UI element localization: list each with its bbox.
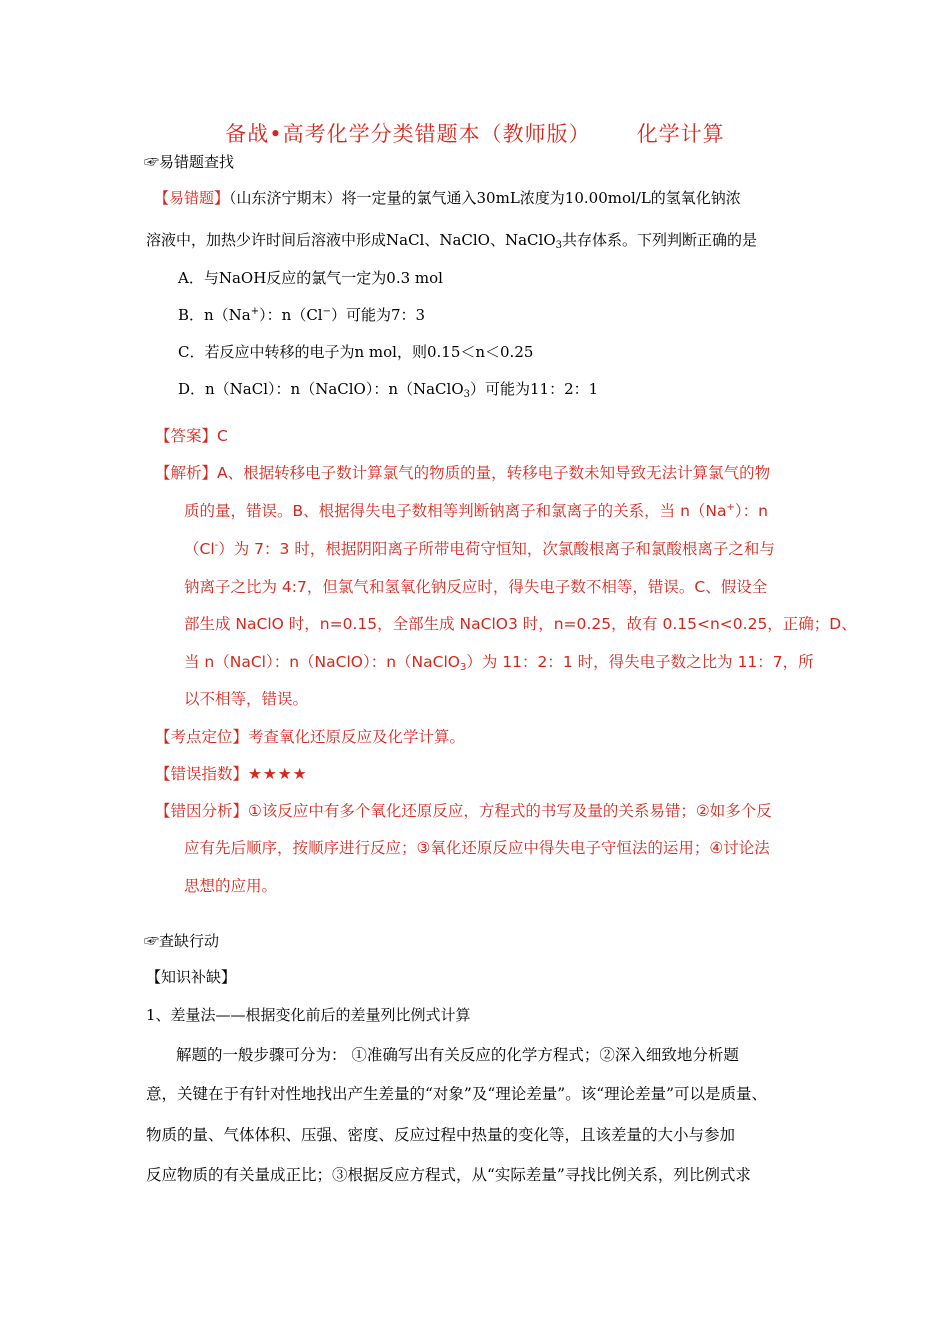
title-topic: 化学计算 — [636, 122, 725, 146]
knowledge-text: 意，关键在于有针对性地找出产生差量的“对象”及“理论差量”。该“理论差量”可以是质量、 — [146, 1085, 768, 1103]
analysis-text: ）：n — [734, 502, 768, 520]
answer-value: C — [217, 427, 228, 445]
question-text-1: （山东济宁期末）将一定量的氯气通入30mL浓度为10.00mol/L的氢氧化钠浓 — [229, 189, 741, 207]
section-find-errors-label: ☞易错题查找 — [144, 153, 235, 171]
analysis-line-3 — [184, 537, 775, 559]
reason-text: 思想的应用。 — [184, 877, 278, 895]
analysis-line-7 — [184, 687, 308, 709]
section-fill-gaps — [144, 930, 219, 951]
knowledge-para-line-1 — [176, 1043, 739, 1065]
answer-tag: 【答案】 — [155, 427, 218, 445]
option-c-text: C．若反应中转移的电子为n mol，则0.15＜n＜0.25 — [178, 343, 534, 361]
option-a — [178, 267, 443, 288]
error-index-label: 【错误指数】 — [155, 765, 249, 783]
knowledge-text: 反应物质的有关量成正比；③根据反应方程式，从“实际差量”寻找比例关系，列比例式求 — [146, 1166, 751, 1184]
option-d — [178, 378, 598, 400]
knowledge-text: 物质的量、气体体积、压强、密度、反应过程中热量的变化等，且该差量的大小与参加 — [146, 1126, 736, 1144]
star-rating: ★★★★ — [248, 765, 308, 783]
reason-text: 应有先后顺序，按顺序进行反应；③氧化还原反应中得失电子守恒法的运用；④讨论法 — [184, 839, 770, 857]
analysis-text: 以不相等，错误。 — [184, 690, 309, 708]
section-fill-gaps-label: ☞查缺行动 — [144, 932, 220, 950]
knowledge-para-line-3 — [146, 1123, 735, 1145]
knowledge-heading — [146, 1004, 471, 1025]
knowledge-tag — [146, 966, 236, 987]
option-b-text-b: ）：n（Cl — [259, 306, 323, 324]
analysis-text: （Cl — [184, 540, 215, 558]
question-text-2a: 溶液中，加热少许时间后溶液中形成NaCl、NaClO、NaClO — [146, 231, 556, 249]
error-index-line — [155, 762, 308, 784]
subscript: 3 — [463, 389, 471, 400]
option-b-text-a: B．n（Na — [178, 306, 251, 324]
analysis-line-6 — [184, 650, 814, 673]
analysis-line-2 — [184, 499, 768, 521]
knowledge-para-line-4 — [146, 1163, 751, 1185]
knowledge-para-line-2 — [146, 1082, 767, 1104]
option-d-text-a: D．n（NaCl）：n（NaClO）：n（NaClO — [178, 380, 464, 398]
subscript: 3 — [459, 662, 467, 673]
analysis-line-5 — [184, 612, 857, 634]
question-line-2 — [146, 230, 757, 256]
question-text-2b: 共存体系。下列判断正确的是 — [562, 231, 758, 249]
analysis-text: 当 n（NaCl）：n（NaClO）：n（NaClO — [184, 653, 460, 671]
superscript: − — [322, 306, 331, 317]
document-title — [0, 118, 950, 148]
knowledge-tag-text: 【知识补缺】 — [146, 968, 237, 986]
superscript: - — [214, 540, 219, 551]
analysis-line-1 — [155, 461, 770, 483]
question-line-1 — [154, 188, 741, 208]
analysis-text: 钠离子之比为 4:7，但氯气和氢氧化钠反应时，得失电子数不相等，错误。C、假设全 — [184, 578, 768, 596]
analysis-text: 质的量，错误。B、根据得失电子数相等判断钠离子和氯离子的关系，当 n（Na — [184, 502, 727, 520]
option-c — [178, 341, 533, 362]
analysis-text: 部生成 NaClO 时，n=0.15，全部生成 NaClO3 时，n=0.25，故有 0.15<n<0.25，正确；D、 — [184, 615, 857, 633]
option-a-text: A．与NaOH反应的氯气一定为0.3 mol — [178, 269, 443, 287]
option-d-text-b: ）可能为11：2：1 — [470, 380, 599, 398]
reason-line-3 — [184, 874, 277, 896]
answer-line — [155, 424, 228, 446]
kaodian-line — [155, 725, 465, 747]
title-main: 备战•高考化学分类错题本（教师版） — [225, 122, 591, 146]
superscript: + — [250, 306, 260, 317]
subscript: 3 — [555, 240, 562, 251]
reason-line-2 — [184, 836, 770, 858]
question-tag: 【易错题】 — [154, 189, 230, 207]
knowledge-heading-text: 1、差量法——根据变化前后的差量列比例式计算 — [146, 1006, 471, 1024]
analysis-line-4 — [184, 575, 767, 597]
kaodian-text: 【考点定位】考查氧化还原反应及化学计算。 — [155, 728, 466, 746]
option-b — [178, 304, 425, 325]
superscript: + — [726, 502, 735, 513]
option-b-text-c: ）可能为7：3 — [330, 306, 426, 324]
reason-line-1 — [155, 799, 772, 821]
knowledge-text: 解题的一般步骤可分为： ①准确写出有关反应的化学方程式；②深入细致地分析题 — [176, 1046, 739, 1064]
analysis-text: ）为 11：2：1 时，得失电子数之比为 11：7，所 — [466, 653, 814, 671]
reason-text: 【错因分析】①该反应中有多个氧化还原反应，方程式的书写及量的关系易错；②如多个反 — [155, 802, 772, 820]
analysis-text: ）为 7：3 时，根据阴阳离子所带电荷守恒知，次氯酸根离子和氯酸根离子之和与 — [218, 540, 775, 558]
analysis-text: 【解析】A、根据转移电子数计算氯气的物质的量，转移电子数未知导致无法计算氯气的物 — [155, 464, 771, 482]
section-find-errors — [144, 151, 234, 172]
